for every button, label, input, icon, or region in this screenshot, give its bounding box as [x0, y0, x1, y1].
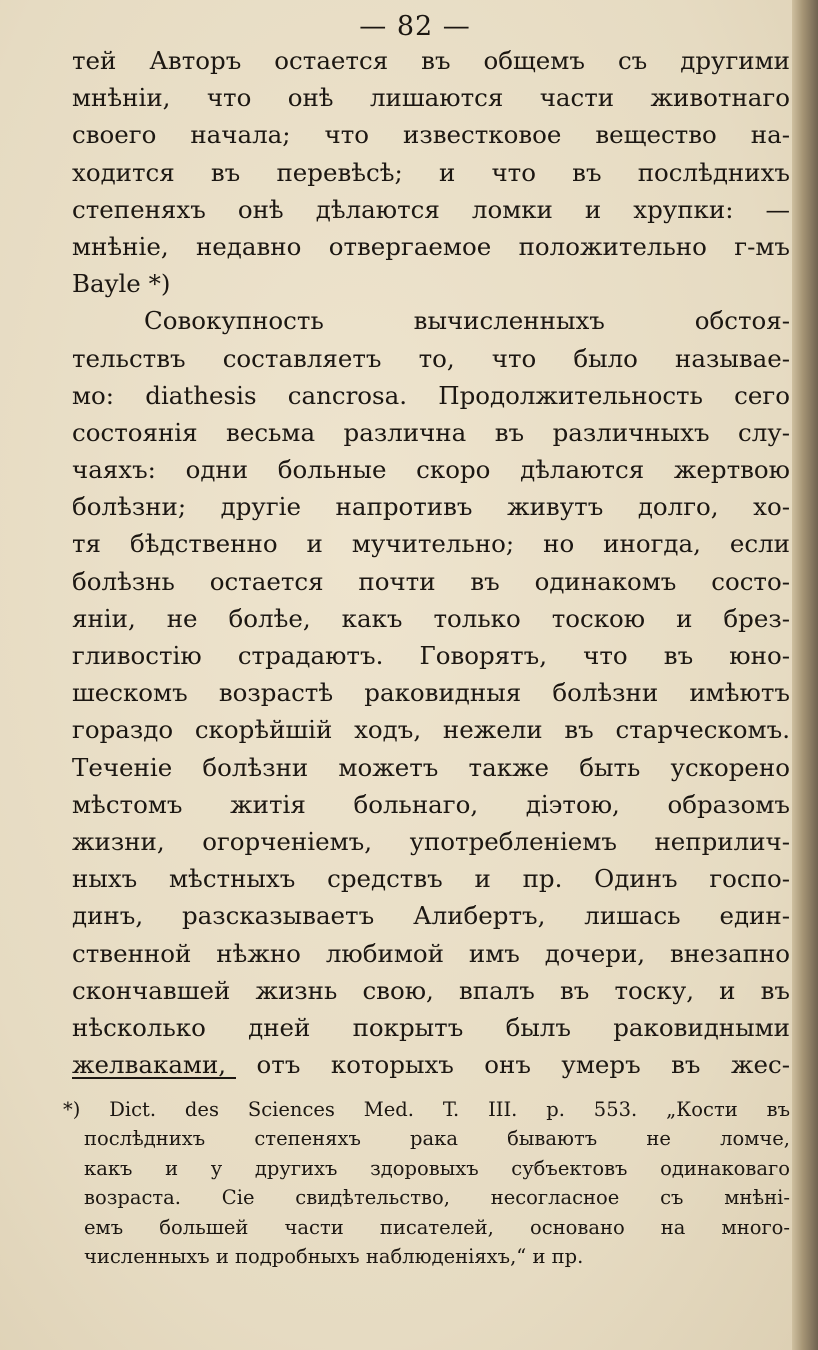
footnote-line: *) Dict. des Sciences Med. T. III. p. 553. „Кости въ [63, 1098, 790, 1121]
paragraph-start-line: Совокупность вычисленныхъ обстоя- [144, 306, 790, 336]
footnote-line: емъ большей части писателей, основано на много- [84, 1215, 790, 1239]
text-line: тя бѣдственно и мучительно; но иногда, если [72, 529, 790, 559]
page-number: — 82 — [359, 11, 471, 42]
text-line: нѣсколько дней покрытъ былъ раковидными [72, 1012, 790, 1042]
text-line: своего начала; что известковое вещество на- [72, 120, 790, 150]
text-line: мнѣніи, что онѣ лишаются части животнаго [72, 83, 790, 113]
text-line: динъ, разсказываетъ Алибертъ, лишась един- [72, 901, 790, 931]
text-line: мнѣніе, недавно отвергаемое положительно г-мъ [72, 231, 790, 261]
text-line: ныхъ мѣстныхъ средствъ и пр. Одинъ госпо- [72, 864, 790, 894]
text-line: мо: diathesis cancrosa. Продолжительность сего [72, 380, 790, 410]
text-line: чаяхъ: одни больные скоро дѣлаются жертвою [72, 455, 790, 485]
text-line: гливостію страдаютъ. Говорятъ, что въ юно- [72, 641, 790, 670]
text-line: Теченіе болѣзни можетъ также быть ускорено [72, 752, 790, 782]
text-line: тельствъ составляетъ то, что было называе- [72, 343, 790, 373]
footnote-separator [72, 1077, 236, 1079]
footnote-line: какъ и у другихъ здоровыхъ субъектовъ одинаковаго [84, 1156, 790, 1180]
text-line: скончавшей жизнь свою, впалъ въ тоску, и въ [72, 975, 790, 1005]
footnote-line: послѣднихъ степеняхъ рака бываютъ не ломче, [84, 1127, 790, 1151]
body-text [72, 42, 790, 1083]
text-line: Bayle *) [72, 269, 171, 299]
footnote [63, 1095, 790, 1271]
text-line: болѣзни; другіе напротивъ живутъ долго, хо- [72, 492, 790, 522]
text-line: ственной нѣжно любимой имъ дочери, внезапно [72, 938, 790, 968]
text-line: тей Авторъ остается въ общемъ съ другими [72, 46, 790, 75]
text-line: мѣстомъ житія больнаго, діэтою, образомъ [72, 789, 790, 819]
text-line: болѣзнь остается почти въ одинакомъ состо- [72, 566, 790, 596]
text-line: гораздо скорѣйшій ходъ, нежели въ старческомъ. [72, 715, 790, 745]
text-line: состоянія весьма различна въ различныхъ слу- [72, 417, 790, 447]
text-line: жизни, огорченіемъ, употребленіемъ неприлич- [72, 826, 790, 856]
text-line: шескомъ возрастѣ раковидныя болѣзни имѣютъ [72, 678, 790, 708]
footnote-line: численныхъ и подробныхъ наблюденіяхъ,“ и пр. [84, 1244, 584, 1268]
text-line: желваками, отъ которыхъ онъ умеръ въ жес- [72, 1050, 790, 1080]
page-edge-shadow [792, 0, 818, 1350]
text-line: яніи, не болѣе, какъ только тоскою и брез- [72, 603, 790, 633]
text-line: степеняхъ онѣ дѣлаются ломки и хрупки: — [72, 194, 790, 224]
footnote-line: возраста. Сіе свидѣтельство, несогласное съ мнѣні- [84, 1186, 790, 1210]
text-line: ходится въ перевѣсѣ; и что въ послѣднихъ [72, 157, 790, 187]
